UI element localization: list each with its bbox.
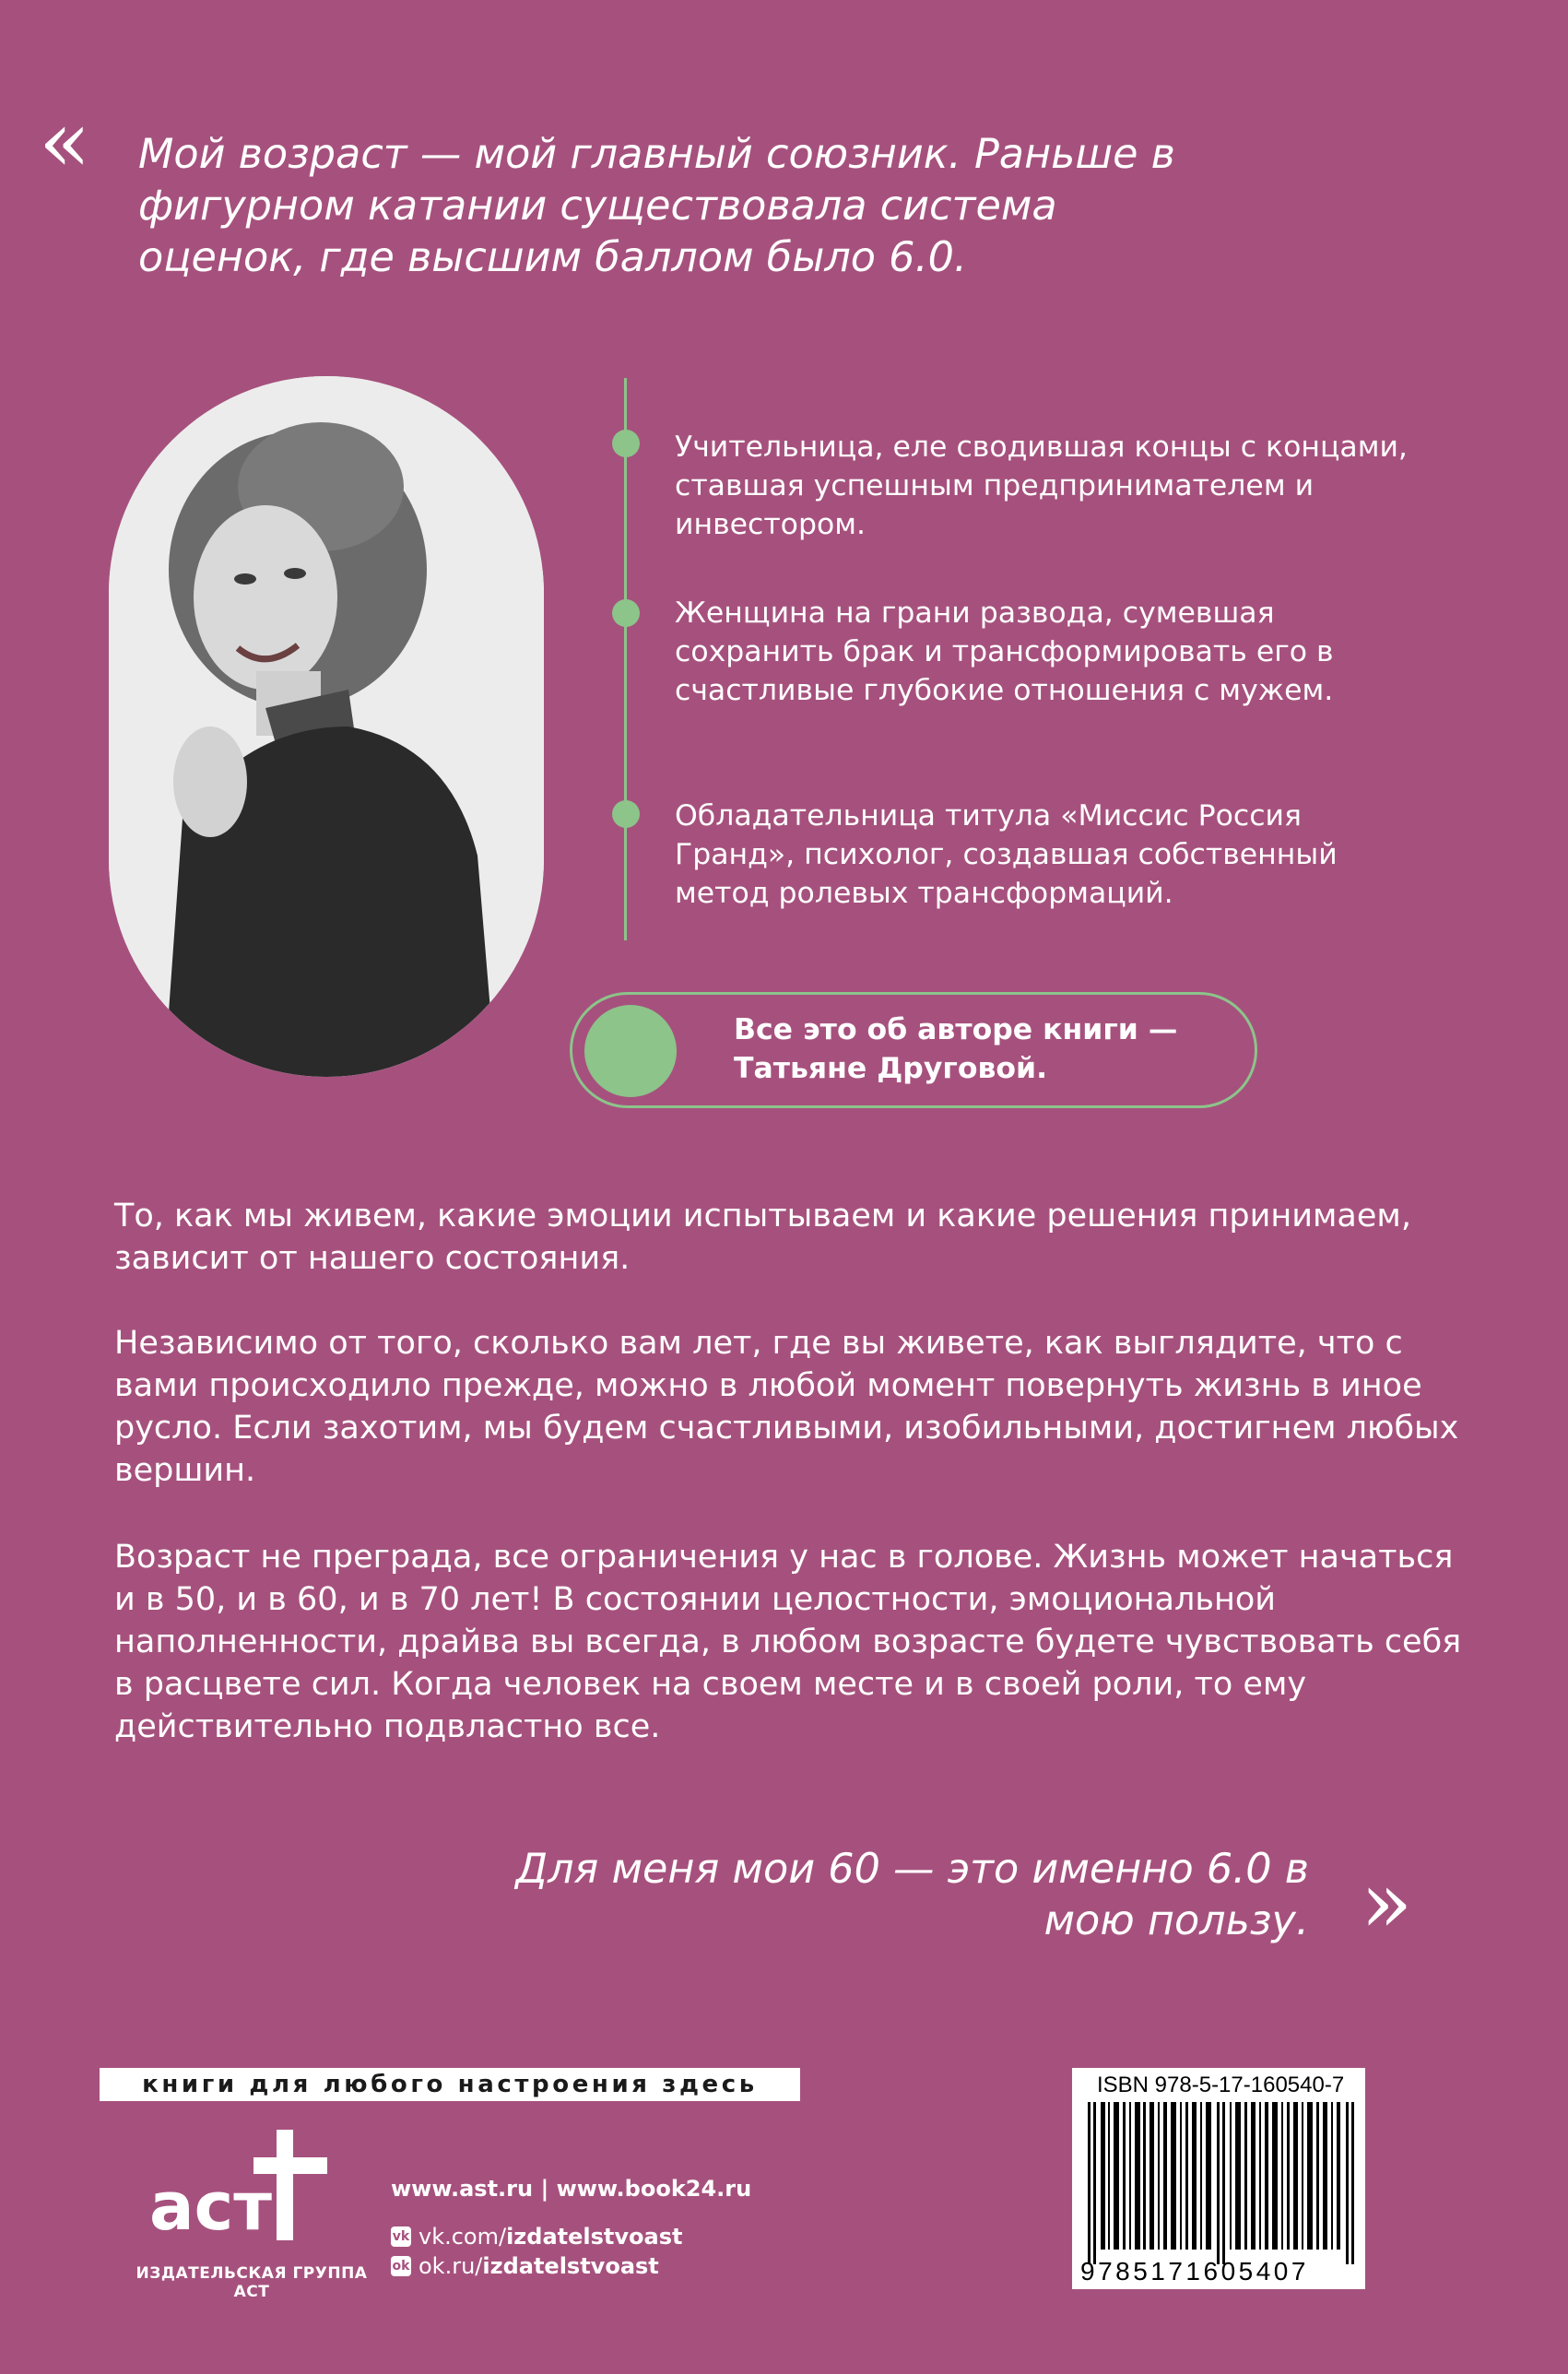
timeline-item: Обладательница титула «Миссис Россия Гранд», психолог, создавшая собственный метод ролевых трансформаций. bbox=[675, 799, 1338, 910]
barcode-bars bbox=[1088, 2102, 1355, 2264]
ast-logo-mark bbox=[138, 2120, 341, 2250]
author-callout-dot bbox=[584, 1005, 677, 1097]
publisher-tagline: книги для любого настроения здесь bbox=[100, 2068, 800, 2101]
timeline-item: Женщина на грани развода, сумевшая сохранить брак и трансформировать его в счастливые глубокие отношения с мужем. bbox=[675, 596, 1334, 707]
author-portrait-image bbox=[109, 376, 544, 1077]
ast-logo bbox=[138, 2120, 341, 2250]
open-quote-mark: « bbox=[39, 92, 91, 191]
ok-icon: ok bbox=[391, 2256, 411, 2276]
body-paragraph: Возраст не преграда, все ограничения у нас в голове. Жизнь может начаться и в 50, и в 60, и в 70 лет! В состоянии целостности, эмоциональной наполненности, драйва вы всегда, в любом возрасте будете чувствовать себя в расцвете сил. Когда человек на своем месте и в своей роли, то ему действительно подвластно все. bbox=[114, 1539, 1462, 1745]
ok-link[interactable] bbox=[391, 2253, 659, 2279]
top-quote-text: Мой возраст — мой главный союзник. Раньше в фигурном катании существовала система оценок, где высшим баллом было 6.0. bbox=[138, 131, 1175, 281]
timeline-dot bbox=[612, 599, 640, 627]
vk-prefix: vk.com/ bbox=[419, 2224, 507, 2250]
isbn-label: ISBN 978-5-17-160540-7 bbox=[1097, 2073, 1345, 2097]
ok-handle: izdatelstvoast bbox=[482, 2253, 659, 2279]
timeline-item: Учительница, еле сводившая концы с концами, ставшая успешным предпринимателем и инвестором. bbox=[675, 431, 1408, 541]
timeline-dot bbox=[612, 800, 640, 828]
close-quote-mark: » bbox=[1361, 1853, 1413, 1952]
timeline-line bbox=[624, 378, 627, 940]
barcode-digits: 9785171605407 bbox=[1080, 2257, 1309, 2285]
ok-prefix: ok.ru/ bbox=[419, 2253, 483, 2279]
timeline-dot bbox=[612, 430, 640, 457]
publisher-caption: ИЗДАТЕЛЬСКАЯ ГРУППА АСТ bbox=[136, 2264, 368, 2301]
vk-link[interactable] bbox=[391, 2224, 682, 2250]
author-callout-text: Все это об авторе книги — Татьяне Друговой. bbox=[734, 1013, 1178, 1085]
body-paragraph: Независимо от того, сколько вам лет, где вы живете, как выглядите, что с вами происходило прежде, можно в любой момент повернуть жизнь в иное русло. Если захотим, мы будем счастливыми, изобильными, достигнем любых вершин. bbox=[114, 1325, 1459, 1489]
bottom-quote-text: Для меня мои 60 — это именно 6.0 в мою пользу. bbox=[515, 1846, 1309, 1944]
author-portrait bbox=[109, 376, 544, 1077]
ast-logo-text: аст bbox=[149, 2167, 272, 2245]
publisher-websites[interactable]: www.ast.ru | www.book24.ru bbox=[391, 2176, 752, 2202]
body-paragraph: То, как мы живем, какие эмоции испытываем и какие решения принимаем, зависит от нашего состояния. bbox=[114, 1198, 1411, 1277]
vk-handle: izdatelstvoast bbox=[506, 2224, 683, 2250]
vk-icon: vk bbox=[391, 2226, 411, 2247]
